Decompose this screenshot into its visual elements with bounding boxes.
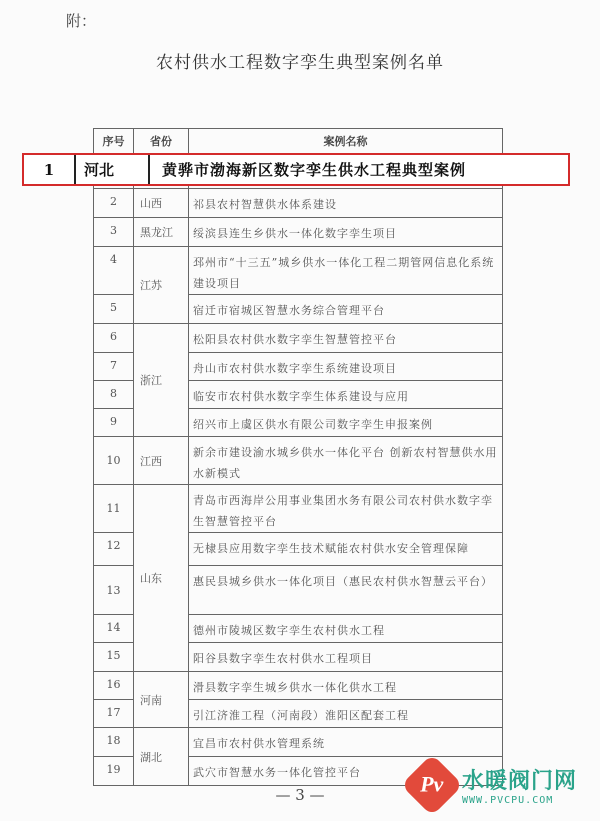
row-no: 14	[94, 615, 134, 643]
row-no: 11	[94, 485, 134, 533]
row-province: 河南	[134, 672, 189, 728]
row-no: 3	[94, 218, 134, 247]
row-name: 绍兴市上虞区供水有限公司数字孪生申报案例	[189, 409, 503, 437]
attachment-label: 附：	[66, 12, 97, 30]
table-row	[94, 485, 503, 533]
row-name: 临安市农村供水数字孪生体系建设与应用	[189, 381, 503, 409]
row-name: 宿迁市宿城区智慧水务综合管理平台	[189, 295, 503, 324]
highlighted-row	[22, 153, 570, 186]
table-row	[94, 437, 503, 485]
table-row	[94, 218, 503, 247]
row-no: 9	[94, 409, 134, 437]
row-no: 2	[94, 189, 134, 218]
row-province: 山东	[134, 485, 189, 672]
row-province: 浙江	[134, 324, 189, 437]
table-row	[94, 672, 503, 700]
table-row	[94, 247, 503, 295]
table-row	[94, 728, 503, 757]
row-name: 祁县农村智慧供水体系建设	[189, 189, 503, 218]
page-number: — 3 —	[275, 786, 325, 804]
row-no: 18	[94, 728, 134, 757]
row-no: 5	[94, 295, 134, 324]
highlighted-name: 黄骅市渤海新区数字孪生供水工程典型案例	[148, 155, 466, 184]
row-no: 17	[94, 700, 134, 728]
row-name: 宜昌市农村供水管理系统	[189, 728, 503, 757]
row-name: 松阳县农村供水数字孪生智慧管控平台	[189, 324, 503, 353]
table-row	[94, 189, 503, 218]
row-no: 4	[94, 247, 134, 295]
header-no: 序号	[94, 129, 134, 154]
row-no: 6	[94, 324, 134, 353]
row-name: 新余市建设渝水城乡供水一体化平台 创新农村智慧供水用水新模式	[189, 437, 503, 485]
header-province: 省份	[134, 129, 189, 154]
row-name: 惠民县城乡供水一体化项目（惠民农村供水智慧云平台）	[189, 566, 503, 615]
row-province: 江苏	[134, 247, 189, 324]
document-title: 农村供水工程数字孪生典型案例名单	[156, 53, 444, 73]
watermark	[410, 763, 577, 807]
row-name: 德州市陵城区数字孪生农村供水工程	[189, 615, 503, 643]
row-name: 武穴市智慧水务一体化管控平台	[189, 757, 503, 786]
row-name: 绥滨县连生乡供水一体化数字孪生项目	[189, 218, 503, 247]
row-province: 湖北	[134, 728, 189, 786]
row-name: 青岛市西海岸公用事业集团水务有限公司农村供水数字孪生智慧管控平台	[189, 485, 503, 533]
row-province: 江西	[134, 437, 189, 485]
row-no: 8	[94, 381, 134, 409]
table-header-row	[94, 129, 503, 154]
row-no: 16	[94, 672, 134, 700]
table-row	[94, 324, 503, 353]
header-name: 案例名称	[189, 129, 503, 154]
row-name: 滑县数字孪生城乡供水一体化供水工程	[189, 672, 503, 700]
watermark-url: WWW.PVCPU.COM	[462, 795, 554, 806]
row-name: 阳谷县数字孪生农村供水工程项目	[189, 643, 503, 672]
row-name: 舟山市农村供水数字孪生系统建设项目	[189, 353, 503, 381]
row-no: 7	[94, 353, 134, 381]
row-name: 引江济淮工程（河南段）淮阳区配套工程	[189, 700, 503, 728]
logo-letter: Pv	[420, 771, 444, 797]
row-no: 10	[94, 437, 134, 485]
row-no: 12	[94, 533, 134, 566]
row-province: 山西	[134, 189, 189, 218]
case-list-table	[93, 128, 503, 786]
watermark-name: 水暖阀门网	[462, 769, 578, 794]
row-province: 黑龙江	[134, 218, 189, 247]
row-no: 13	[94, 566, 134, 615]
highlighted-province: 河北	[74, 155, 148, 184]
watermark-logo-icon	[401, 754, 463, 816]
row-name: 无棣县应用数字孪生技术赋能农村供水安全管理保障	[189, 533, 503, 566]
highlighted-no: 1	[43, 160, 55, 179]
row-name: 邳州市“十三五”城乡供水一体化工程二期管网信息化系统建设项目	[189, 247, 503, 295]
row-no: 19	[94, 757, 134, 786]
row-no: 15	[94, 643, 134, 672]
